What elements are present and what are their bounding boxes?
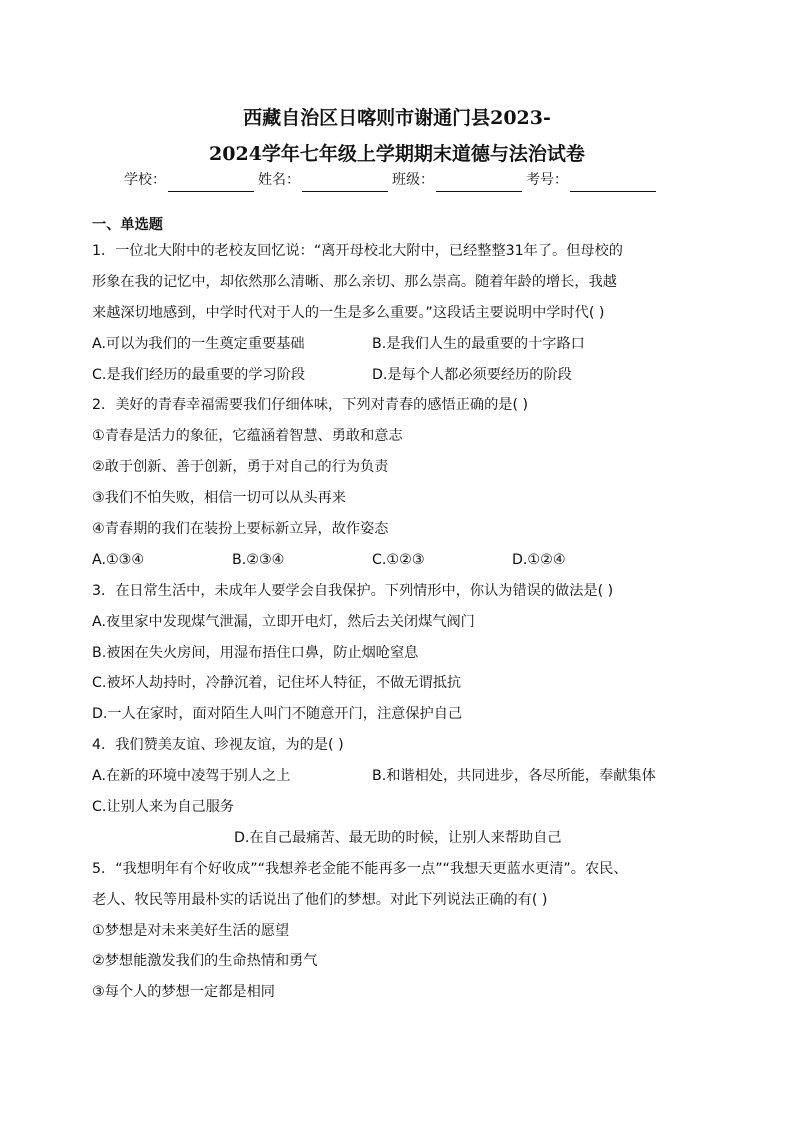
q5-statement-2: ②梦想能激发我们的生命热情和勇气: [92, 953, 318, 970]
student-info-row: [124, 168, 660, 192]
q3-option-b[interactable]: B.被困在失火房间，用湿布捂住口鼻，防止烟呛窒息: [92, 644, 419, 661]
q4-option-a[interactable]: A.在新的环境中凌驾于别人之上: [92, 768, 291, 785]
q3-option-a[interactable]: A.夜里家中发现煤气泄漏，立即开电灯，然后去关闭煤气阀门: [92, 613, 475, 630]
number-field[interactable]: 考号：: [526, 168, 656, 192]
q1-stem-1: 1．一位北大附中的老校友回忆说：“离开母校北大附中，已经整整31年了。但母校的: [92, 243, 623, 259]
q1-option-d[interactable]: D.是每个人都必须要经历的阶段: [372, 366, 572, 383]
q1-stem-3: 来越深切地感到，中学时代对于人的一生是多么重要。”这段话主要说明中学时代( ): [92, 304, 605, 321]
school-blank[interactable]: [168, 175, 254, 192]
q2-option-c[interactable]: C.①②③: [372, 551, 425, 568]
q5-stem-1: 5．“我想明年有个好收成”“我想养老金能不能再多一点”“我想天更蓝水更清”。农民、: [92, 860, 628, 877]
q1-options-ab: [92, 329, 704, 360]
q1-option-b[interactable]: B.是我们人生的最重要的十字路口: [372, 335, 585, 352]
class-field[interactable]: 班级：: [392, 168, 522, 192]
q5-statement-1: ①梦想是对未来美好生活的愿望: [92, 922, 290, 939]
q1-option-c[interactable]: C.是我们经历的最重要的学习阶段: [92, 366, 306, 383]
q4-option-b[interactable]: B.和谐相处，共同进步，各尽所能，奉献集体: [372, 768, 656, 785]
q2-stem: 2．美好的青春幸福需要我们仔细体味，下列对青春的感悟正确的是( ): [92, 397, 529, 414]
q2-statement-4: ④青春期的我们在装扮上要标新立异，故作姿态: [92, 521, 389, 538]
q4-stem: 4．我们赞美友谊、珍视友谊，为的是( ): [92, 737, 344, 754]
school-field[interactable]: 学校：: [124, 168, 254, 192]
q3-option-c[interactable]: C.被坏人劫持时，冷静沉着，记住坏人特征，不做无谓抵抗: [92, 675, 462, 692]
name-field[interactable]: 姓名：: [258, 168, 388, 192]
q5-stem-2: 老人、牧民等用最朴实的话说出了他们的梦想。对此下列说法正确的有( ): [92, 891, 548, 908]
name-blank[interactable]: [302, 175, 388, 192]
q2-statement-1: ①青春是活力的象征，它蕴涵着智慧、勇敢和意志: [92, 428, 403, 445]
q1-options-cd: [92, 360, 704, 391]
q4-options-ab: [92, 761, 704, 792]
q4-option-c[interactable]: C.让别人来为自己服务: [92, 799, 235, 816]
page-title-line-2: 2024学年七年级上学期期末道德与法治试卷: [209, 143, 585, 165]
page-title-line-1: 西藏自治区日喀则市谢通门县2023-: [243, 107, 551, 129]
question-body: [92, 212, 704, 1008]
q2-options: [92, 545, 704, 576]
title-block: [0, 100, 794, 172]
class-blank[interactable]: [436, 175, 522, 192]
q3-stem: 3．在日常生活中，未成年人要学会自我保护。下列情形中，你认为错误的做法是( ): [92, 582, 614, 599]
q3-option-d[interactable]: D.一人在家时，面对陌生人叫门不随意开门，注意保护自己: [92, 706, 463, 723]
q1-stem-2: 形象在我的记忆中，却依然那么清晰、那么亲切、那么崇高。随着年龄的增长，我越: [92, 273, 617, 290]
q2-option-d[interactable]: D.①②④: [512, 551, 566, 568]
number-blank[interactable]: [570, 175, 656, 192]
q4-option-d[interactable]: D.在自己最痛苦、最无助的时候，让别人来帮助自己: [234, 829, 562, 846]
section-heading: 一、单选题: [92, 217, 163, 233]
q5-statement-3: ③每个人的梦想一定都是相同: [92, 984, 275, 1001]
q2-option-a[interactable]: A.①③④: [92, 551, 145, 568]
q2-statement-3: ③我们不怕失败，相信一切可以从头再来: [92, 490, 346, 507]
q2-option-b[interactable]: B.②③④: [232, 551, 285, 568]
q2-statement-2: ②敢于创新、善于创新，勇于对自己的行为负责: [92, 459, 389, 476]
q1-option-a[interactable]: A.可以为我们的一生奠定重要基础: [92, 335, 305, 352]
